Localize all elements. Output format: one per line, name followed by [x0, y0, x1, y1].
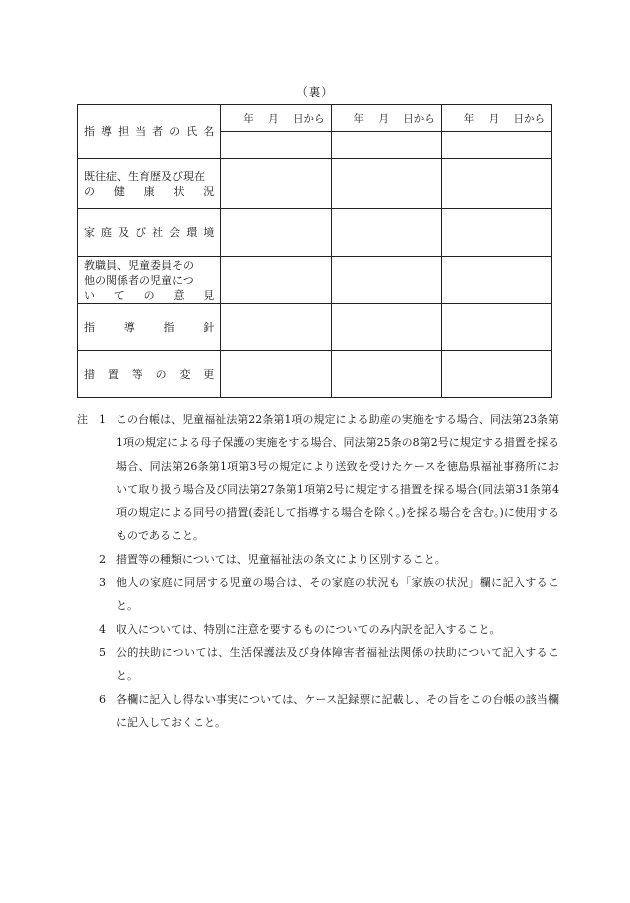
- note-item: [77, 688, 559, 735]
- label-char: 境: [203, 226, 215, 239]
- date-year: 年: [243, 112, 254, 125]
- health-cell-1: [221, 159, 331, 209]
- policy-cell-2: [331, 304, 441, 351]
- label-family-social-environment: [78, 209, 221, 257]
- date-month: 月: [488, 112, 500, 125]
- notes-section: [77, 408, 559, 734]
- note-item: [77, 408, 559, 548]
- officer-name-cell-3: [441, 132, 551, 159]
- note-item: [77, 571, 559, 618]
- label-health2-text: [78, 184, 220, 199]
- label-char: 担: [118, 125, 130, 138]
- note-item: [77, 618, 559, 641]
- label-guidance-officer-name: [78, 105, 221, 159]
- opinion-cell-1: [221, 257, 331, 304]
- label-char: び: [135, 226, 147, 239]
- note-item: [77, 641, 559, 688]
- label-char: 家: [84, 226, 95, 239]
- opinion-line-2: 他の関係者の児童につ: [84, 273, 194, 287]
- note-text: この台帳は、児童福祉法第22条第1項の規定による助産の実施をする場合、同法第23条第1項の規定による母子保護の実施をする場合、同法第25条の8第2号に規定する措置を採る場合、同法第26条第1項第3号の規定により送致を受けたケースを徳島県福祉事務所において取り扱う場合及び同法第27条第1項第2号に規定する措置を採る場合(同法第31条第4項の規定による同号の措置(委託して指導する場合を除く。)を採る場合を含む。)に使用するものであること。: [116, 413, 559, 543]
- opinion-cell-3: [441, 257, 551, 304]
- note-text: 他人の家庭に同居する児童の場合は、その家庭の状況も「家族の状況」欄に記入すること。: [116, 576, 559, 613]
- label-change-text: [78, 367, 220, 382]
- date-year: 年: [463, 112, 475, 125]
- label-char: 名: [203, 125, 215, 138]
- officer-name-cell-1: [221, 132, 331, 159]
- label-char: の: [155, 367, 167, 381]
- label-char: 庭: [101, 226, 113, 239]
- label-char: 指: [84, 320, 95, 334]
- back-side-mark: （裏）: [296, 85, 334, 99]
- note-number: 2: [99, 552, 106, 566]
- env-cell-3: [441, 209, 551, 257]
- label-char: 及: [118, 226, 130, 239]
- note-number: 4: [99, 622, 106, 636]
- note-text: 各欄に記入し得ない事実については、ケース記録票に記載し、その旨をこの台帳の該当欄に記入しておくこと。: [116, 692, 559, 729]
- notes-label: 注: [77, 413, 88, 426]
- label-policy-text: [78, 320, 220, 335]
- label-char: 指: [84, 125, 95, 138]
- label-char: の: [169, 125, 181, 138]
- label-history-health: [78, 159, 221, 209]
- policy-cell-3: [441, 304, 551, 351]
- label-char: 見: [203, 288, 215, 302]
- env-cell-2: [331, 209, 441, 257]
- label-char: 指: [163, 320, 175, 334]
- label-char: 意: [173, 288, 185, 302]
- label-opinion3-text: [78, 288, 220, 303]
- label-char: 導: [101, 125, 113, 138]
- change-cell-2: [331, 351, 441, 398]
- label-char: の: [84, 184, 95, 198]
- label-char: 状: [173, 184, 185, 198]
- label-char: 健: [113, 184, 125, 198]
- officer-name-cell-2: [331, 132, 441, 159]
- date-day-from: 日から: [403, 112, 435, 125]
- note-text: 措置等の種類については、児童福祉法の条文により区別すること。: [116, 552, 446, 566]
- opinion-cell-2: [331, 257, 441, 304]
- label-char: 等: [131, 367, 143, 381]
- health-cell-3: [441, 159, 551, 209]
- date-day-from: 日から: [293, 112, 325, 125]
- env-cell-1: [221, 209, 331, 257]
- opinion-line-1: 教職員、児童委員その: [84, 258, 194, 272]
- health-line-1: 既往症、生育歴及び現在: [84, 169, 205, 183]
- date-header-3: [441, 105, 551, 132]
- change-cell-1: [221, 351, 331, 398]
- label-char: 況: [203, 184, 215, 198]
- label-char: て: [113, 288, 125, 302]
- label-char: 当: [135, 125, 147, 138]
- label-char: 氏: [186, 125, 198, 138]
- label-guidance-text: [78, 124, 220, 139]
- label-char: 会: [169, 226, 181, 239]
- date-month: 月: [378, 112, 389, 125]
- note-number: 1: [99, 413, 106, 426]
- label-char: い: [84, 288, 95, 302]
- change-cell-3: [441, 351, 551, 398]
- policy-cell-1: [221, 304, 331, 351]
- note-number: 3: [99, 576, 106, 590]
- label-env-text: [78, 225, 220, 240]
- date-header-1: [221, 105, 331, 132]
- label-related-persons-opinion: [78, 257, 221, 304]
- guidance-record-table: [77, 104, 552, 398]
- label-char: 康: [143, 184, 155, 198]
- note-item: [77, 548, 559, 571]
- date-day-from: 日から: [513, 112, 545, 125]
- date-year: 年: [353, 112, 365, 125]
- label-guidance-policy: [78, 304, 221, 351]
- label-char: 環: [186, 226, 198, 239]
- health-cell-2: [331, 159, 441, 209]
- date-month: 月: [268, 112, 279, 125]
- date-header-2: [331, 105, 441, 132]
- note-text: 公的扶助については、生活保護法及び身体障害者福祉法関係の扶助について記入すること。: [116, 645, 559, 683]
- note-number: 5: [99, 645, 106, 659]
- label-char: 更: [203, 367, 215, 381]
- label-char: 導: [123, 320, 135, 334]
- label-char: 社: [152, 226, 164, 239]
- label-char: の: [143, 288, 155, 302]
- label-char: 者: [152, 125, 164, 138]
- label-char: 変: [179, 367, 191, 381]
- label-char: 針: [203, 320, 215, 334]
- label-measure-change: [78, 351, 221, 398]
- label-char: 置: [107, 367, 119, 381]
- note-text: 収入については、特別に注意を要するものについてのみ内訳を記入すること。: [116, 622, 501, 636]
- note-number: 6: [99, 692, 106, 706]
- label-char: 措: [84, 367, 95, 381]
